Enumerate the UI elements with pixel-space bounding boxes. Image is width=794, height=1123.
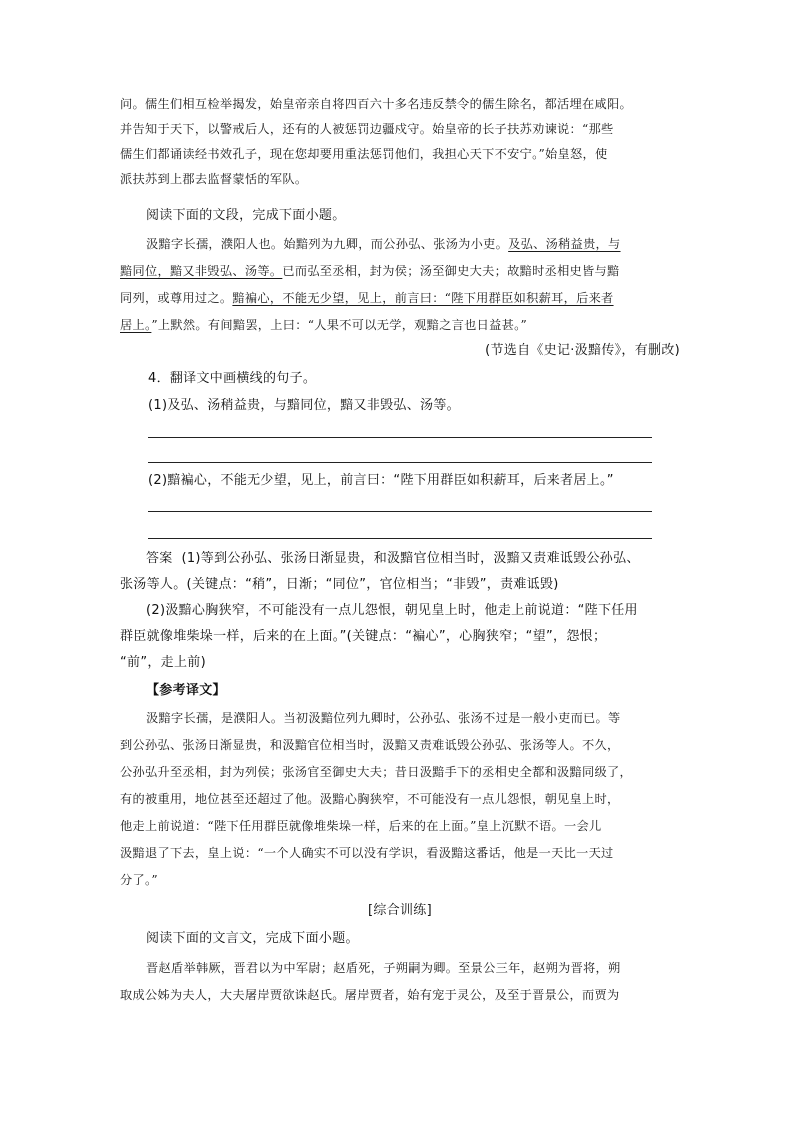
section-heading: [综合训练] (368, 903, 432, 918)
preface-line: 问。儒生们相互检举揭发，始皇帝亲自将四百六十多名违反禁令的儒生除名，都活埋在咸阳。 (120, 97, 632, 111)
underlined-sentence: 居上。 (120, 318, 152, 332)
reference-line: 有的被重用，地位甚至还超过了他。汲黯心胸狭窄，不可能没有一点儿怨恨，朝见皇上时， (120, 792, 620, 806)
answer-line: “前”，走上前) (120, 655, 206, 670)
answer-line: 群臣就像堆柴垛一样，后来的在上面。”(关键点：“褊心”，心胸狭窄；“望”，怨恨； (120, 629, 607, 644)
answer-line: 张汤等人。(关键点：“稍”，日渐；“同位”，官位相当；“非毁”，责难诋毁) (120, 577, 559, 592)
answer-line (120, 546, 680, 571)
underlined-sentence: 及弘、汤稍益贵，与 (508, 237, 621, 251)
passage2-line: 晋赵盾举韩厥，晋君以为中军尉；赵盾死，子朔嗣为卿。至景公三年，赵朔为晋将，朔 (146, 961, 621, 975)
passage-line (120, 232, 680, 257)
reference-line: 他走上前说道：“陛下任用群臣就像堆柴垛一样，后来的在上面。”皇上沉默不语。一会儿 (120, 819, 602, 833)
preface-line: 儒生们都诵读经书效孔子，现在您却要用重法惩罚他们，我担心天下不安宁。”始皇怒，使 (120, 147, 608, 161)
underlined-sentence: 黯同位，黯又非毁弘、汤等。 (120, 264, 283, 278)
passage2-line: 取成公姊为夫人，大夫屠岸贾欲诛赵氏。屠岸贾者，始有宠于灵公，及至于晋景公，而贾为 (120, 988, 620, 1002)
preface-line: 派扶苏到上郡去监督蒙恬的军队。 (120, 172, 308, 186)
passage-line (120, 259, 680, 284)
answer-blank-line[interactable] (148, 437, 652, 438)
passage-text: 已而弘至丞相，封为侯；汤至御史大夫；故黯时丞相史皆与黯 (282, 264, 620, 278)
question-item: (2)黯褊心，不能无少望，见上，前言曰：“陛下用群臣如积薪耳，后来者居上。” (148, 473, 614, 488)
reading-instruction: 阅读下面的文言文，完成下面小题。 (146, 931, 359, 946)
reference-line: 公孙弘升至丞相，封为列侯；张汤官至御史大夫；昔日汲黯手下的丞相史全都和汲黯同级了， (120, 765, 632, 779)
reading-instruction: 阅读下面的文段，完成下面小题。 (146, 208, 346, 223)
question-item: (1)及弘、汤稍益贵，与黯同位，黯又非毁弘、汤等。 (148, 398, 460, 413)
answer-blank-line[interactable] (148, 462, 652, 463)
underlined-sentence: 黯褊心，不能无少望，见上，前言曰：“陛下用群臣如积薪耳，后来者 (232, 291, 614, 305)
answer-line: (2)汲黯心胸狭窄，不可能没有一点儿怨恨，朝见皇上时，他走上前说道：“陛下任用 (146, 603, 638, 618)
reference-line: 汲黯退了下去，皇上说：“一个人确实不可以没有学识，看汲黯这番话，他是一天比一天过 (120, 846, 614, 860)
reference-heading: 【参考译文】 (146, 683, 226, 698)
question-title: 4．翻译文中画横线的句子。 (148, 371, 317, 386)
reference-line: 汲黯字长孺，是濮阳人。当初汲黯位列九卿时，公孙弘、张汤不过是一般小吏而已。等 (146, 711, 621, 725)
answer-text: (1)等到公孙弘、张汤日渐显贵，和汲黯官位相当时，汲黯又责难诋毁公孙弘、 (181, 551, 640, 566)
passage-text: 同列，或尊用过之。 (120, 291, 233, 305)
source-citation: (节选自《史记·汲黯传》，有删改) (485, 343, 680, 358)
passage-text: 汲黯字长孺，濮阳人也。始黯列为九卿，而公孙弘、张汤为小吏。 (146, 237, 509, 251)
reference-line: 分了。” (120, 873, 158, 887)
preface-line: 并告知于天下，以警戒后人，还有的人被惩罚边疆戍守。始皇帝的长子扶苏劝谏说：“那些 (120, 122, 614, 136)
passage-text: ”上默然。有间黯罢，上曰：“人果不可以无学，观黯之言也日益甚。” (151, 318, 528, 332)
answer-label: 答案 (146, 551, 173, 566)
answer-blank-line[interactable] (148, 538, 652, 539)
passage-line (120, 286, 680, 311)
reference-line: 到公孙弘、张汤日渐显贵，和汲黯官位相当时，汲黯又责难诋毁公孙弘、张汤等人。不久， (120, 738, 620, 752)
passage-line (120, 313, 680, 338)
answer-blank-line[interactable] (148, 511, 652, 512)
